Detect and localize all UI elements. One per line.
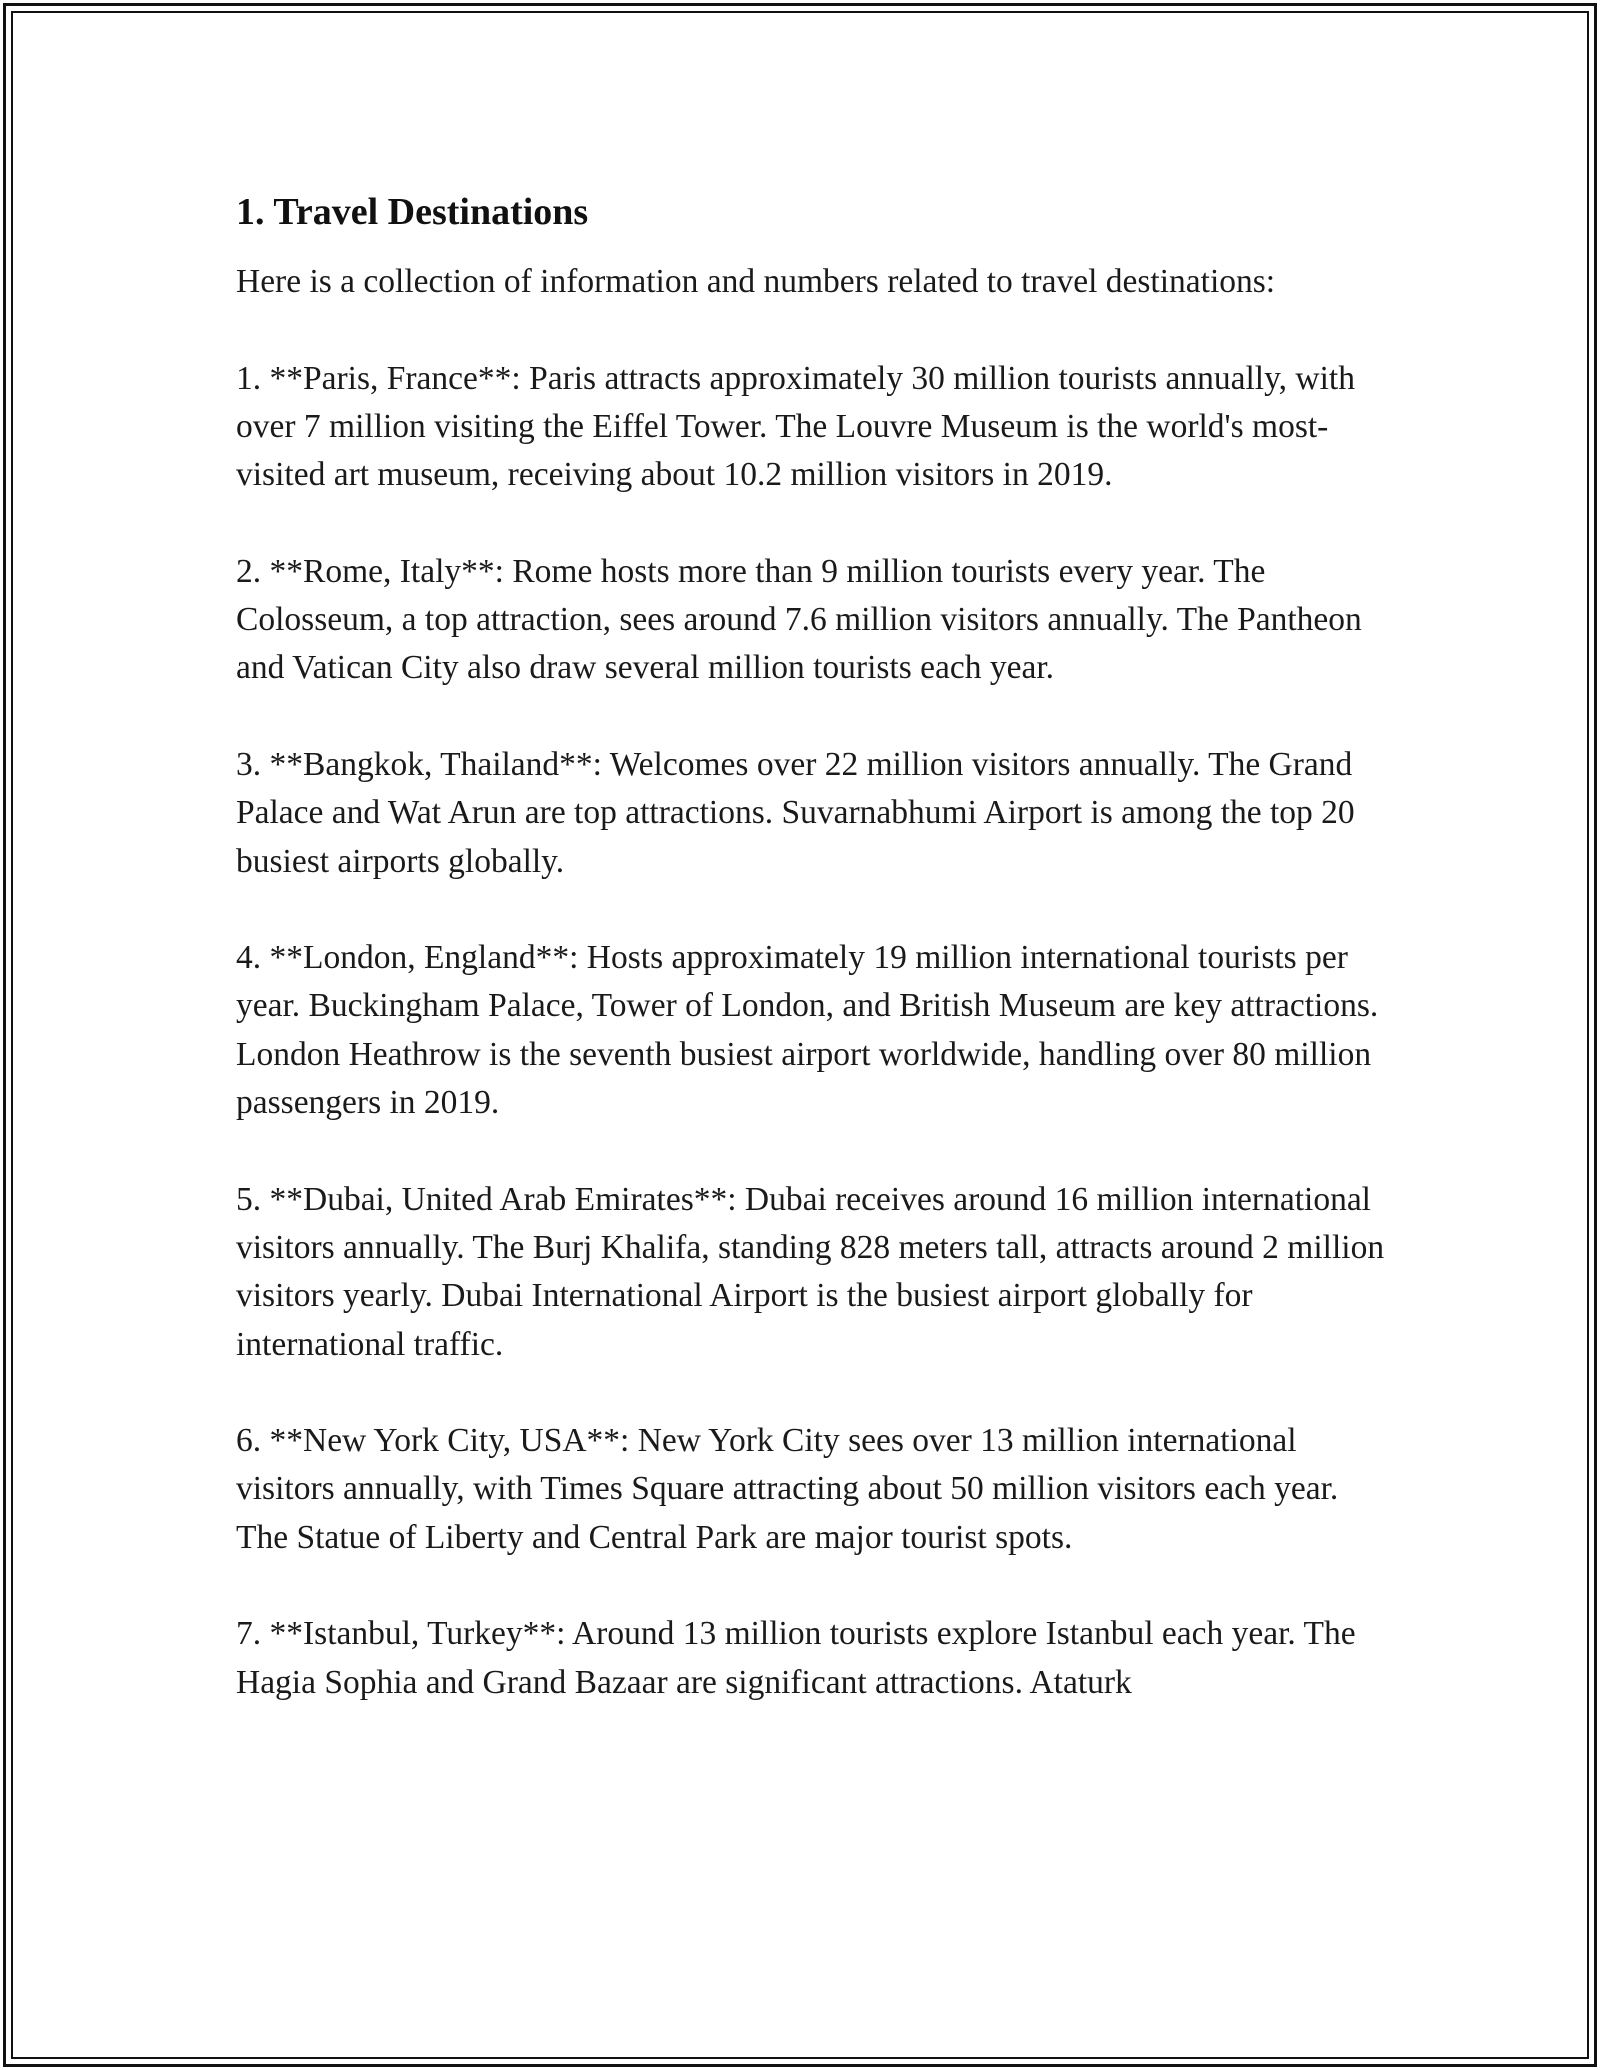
destination-new-york: 6. **New York City, USA**: New York City sees over 13 million international visitors annually, with Times Square attracting about 50 million visitors each year. The Statue of Liberty and Central Park are major tourist spots. <box>236 1422 1339 1556</box>
destination-london: 4. **London, England**: Hosts approximately 19 million international tourists per year. Buckingham Palace, Tower of London, and British Museum are key attractions. London Heathrow is the seventh busiest airport worldwide, handling over 80 million passengers in 2019. <box>236 939 1379 1122</box>
destination-rome: 2. **Rome, Italy**: Rome hosts more than 9 million tourists every year. The Colosseum, a top attraction, sees around 7.6 million visitors annually. The Pantheon and Vatican City also draw several million tourists each year. <box>236 552 1362 687</box>
document-body <box>236 186 1386 1755</box>
intro-paragraph: Here is a collection of information and numbers related to travel destinations: <box>236 263 1276 300</box>
destination-bangkok: 3. **Bangkok, Thailand**: Welcomes over 22 million visitors annually. The Grand Palace and Wat Arun are top attractions. Suvarnabhumi Airport is among the top 20 busiest airports globally. <box>236 745 1355 880</box>
destination-dubai: 5. **Dubai, United Arab Emirates**: Dubai receives around 16 million international visitors annually. The Burj Khalifa, standing 828 meters tall, attracts around 2 million visitors yearly. Dubai International Airport is the busiest airport globally for international traffic. <box>236 1180 1385 1363</box>
section-heading: 1. Travel Destinations <box>236 191 589 233</box>
destination-istanbul: 7. **Istanbul, Turkey**: Around 13 million tourists explore Istanbul each year. The Hagia Sophia and Grand Bazaar are significant attractions. Ataturk <box>236 1615 1356 1701</box>
destination-paris: 1. **Paris, France**: Paris attracts approximately 30 million tourists annually, with over 7 million visiting the Eiffel Tower. The Louvre Museum is the world's most-visited art museum, receiving about 10.2 million visitors in 2019. <box>236 359 1355 494</box>
